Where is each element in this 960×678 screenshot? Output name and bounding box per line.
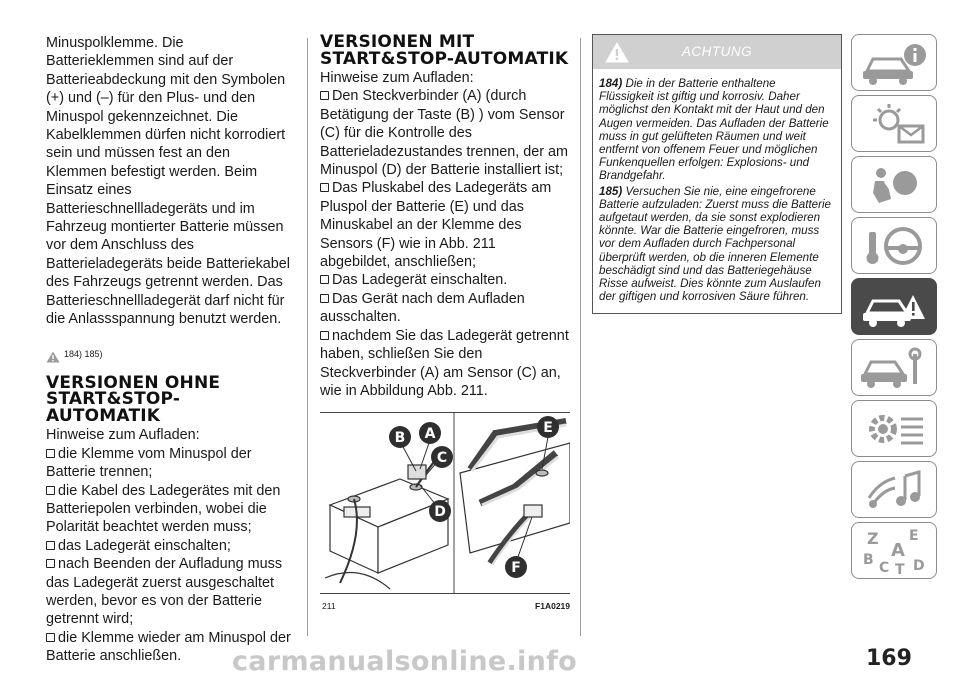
sidebar-item-multimedia[interactable] xyxy=(851,461,937,518)
alphabet-index-icon xyxy=(859,526,929,576)
warning-box-header xyxy=(593,35,841,69)
sidebar-item-maintenance[interactable] xyxy=(851,339,937,396)
airbag-icon xyxy=(859,163,929,207)
warning-triangle-icon xyxy=(46,351,60,363)
bullet-box-icon xyxy=(46,486,55,495)
column-middle xyxy=(320,34,570,616)
gear-list-icon xyxy=(859,407,929,451)
warning-text: Die in der Batterie enthaltene Flüssigkeit ist giftig und korrosiv. Daher möglichst den Kontakt mit der Haut und den Augen vermeiden. Das Aufladen der Batterie muss in gut gelüfteten Räumen und weit entfernt von offenem Feuer und möglichen Funkenquellen erfolgen: Explosions- und Brandgefahr. xyxy=(599,77,829,183)
warning-box-body xyxy=(593,69,841,313)
warning-box-title: ACHTUNG xyxy=(681,43,753,59)
car-info-icon xyxy=(859,41,929,85)
figure-label-f: F xyxy=(511,560,521,577)
warning-item xyxy=(599,185,833,304)
column-right xyxy=(592,34,842,314)
page-number: 169 xyxy=(866,646,912,671)
sidebar-item-technical-data[interactable] xyxy=(851,400,937,457)
figure-label-b: B xyxy=(394,430,406,447)
bullet-box-icon xyxy=(320,275,329,284)
index-letter: T xyxy=(895,561,905,576)
watermark: carmanualsonline.info xyxy=(232,646,578,677)
list-item: Das Ladegerät einschalten. xyxy=(320,271,570,289)
battery-illustration xyxy=(320,413,570,594)
figure-label-a: A xyxy=(424,426,436,443)
list-item: die Kabel des Ladegerätes mit den Batteriepolen verbinden, wobei die Polarität beachtet werden muss; xyxy=(46,482,281,536)
bullet-box-icon xyxy=(320,331,329,340)
intro-paragraph: Minuspolklemme. Die Batterieklemmen sind auf der Batterieabdeckung mit den Symbolen (+) und (–) für den Plus- und den Minuspol gekennzeichnet. Die Kabelklemmen dürfen nicht korrodiert sein und müssen fest an den Klemmen befestigt werden. Beim Einsatz eines Batterieschnellladegeräts und im Fahrzeug montierter Batterie müssen vor dem Anschluss des Batterieladegeräts beide Batteriekabel des Fahrzeugs getrennt werden. Das Batterieschnellladegerät darf nicht für die Anlassspannung benutzt werden. xyxy=(46,35,291,328)
sidebar-item-start[interactable] xyxy=(851,217,937,274)
section-intro-mit: Hinweise zum Aufladen: xyxy=(320,70,474,86)
column-divider xyxy=(580,38,581,636)
warning-reference-numbers: 184) 185) xyxy=(64,348,103,359)
column-divider xyxy=(307,38,308,636)
car-wrench-icon xyxy=(859,346,929,390)
warning-item xyxy=(599,77,833,183)
sidebar-item-index[interactable] xyxy=(851,522,937,579)
figure-label-d: D xyxy=(434,504,446,521)
list-item: Das Pluskabel des Ladegeräts am Pluspol der Batterie (E) und das Minuskabel an der Klemme des Sensors (F) wie in Abb. 211 abgebildet, anschließen; xyxy=(320,180,552,271)
sidebar-item-info[interactable] xyxy=(851,34,937,91)
list-item: die Klemme vom Minuspol der Batterie trennen; xyxy=(46,445,252,481)
index-letter: A xyxy=(891,539,905,561)
media-music-icon xyxy=(859,468,929,512)
bullet-box-icon xyxy=(46,559,55,568)
figure-code: F1A0219 xyxy=(535,601,570,612)
warning-text: Versuchen Sie nie, eine eingefrorene Batterie aufzuladen: Zuerst muss die Batterie aufgetaut werden, da sie sonst explodieren könnte. War die Batterie eingefroren, muss vor dem Aufladen durch Fachpersonal überprüft werden, ob die inneren Elemente beschädigt sind und das Batteriegehäuse Risse aufweist. Dies könnte zum Auslaufen der giftigen und korrosiven Säure führen. xyxy=(599,184,831,304)
list-item: die Klemme wieder am Minuspol der Batterie anschließen. xyxy=(46,629,291,665)
bullet-box-icon xyxy=(320,91,329,100)
sidebar-item-safety[interactable] xyxy=(851,156,937,213)
battery-figure xyxy=(320,412,570,594)
section-heading-ohne: VERSIONEN OHNE START&STOP-AUTOMATIK xyxy=(46,372,221,426)
list-item: nachdem Sie das Ladegerät getrennt haben, schließen Sie den Steckverbinder (A) am Sensor (C) an, wie in Abbildung Abb. 211. xyxy=(320,327,569,399)
bullet-box-icon xyxy=(320,183,329,192)
warning-number: 185) xyxy=(599,184,623,198)
index-letter: D xyxy=(913,557,925,574)
list-item: Das Gerät nach dem Aufladen ausschalten. xyxy=(320,290,525,326)
list-item: das Ladegerät einschalten; xyxy=(46,537,294,555)
warning-box xyxy=(592,34,842,314)
index-letter: E xyxy=(909,527,919,544)
figure-label-e: E xyxy=(543,420,553,437)
warning-number: 184) xyxy=(599,77,623,90)
index-letter: B xyxy=(863,551,874,568)
figure-caption xyxy=(320,594,570,615)
warning-triangle-icon xyxy=(605,42,629,63)
warning-reference xyxy=(46,345,294,363)
bullet-box-icon xyxy=(46,541,55,550)
index-letter: C xyxy=(879,559,890,576)
lights-envelope-icon xyxy=(859,102,929,146)
index-letter: Z xyxy=(867,528,879,548)
column-left xyxy=(46,34,294,666)
key-steering-icon xyxy=(859,224,929,268)
sidebar-item-emergency[interactable] xyxy=(851,278,937,335)
car-warning-icon xyxy=(859,285,929,329)
section-intro-ohne: Hinweise zum Aufladen: xyxy=(46,427,200,444)
section-heading-mit: VERSIONEN MIT START&STOP-AUTOMATIK xyxy=(320,32,569,69)
list-item: nach Beenden der Aufladung muss das Ladegerät zuerst ausgeschaltet werden, bevor es von der Batterie getrennt wird; xyxy=(46,556,283,628)
chapter-sidebar xyxy=(851,34,937,583)
figure-label-c: C xyxy=(436,450,448,467)
bullet-box-icon xyxy=(46,633,55,642)
bullet-box-icon xyxy=(320,294,329,303)
list-item: Den Steckverbinder (A) (durch Betätigung der Taste (B) ) vom Sensor (C) für die Kontrolle des Batterieladezustandes trennen, der am Minuspol (D) der Batterie installiert ist; xyxy=(320,88,568,179)
bullet-box-icon xyxy=(46,449,55,458)
sidebar-item-lights[interactable] xyxy=(851,95,937,152)
figure-number: 211 xyxy=(322,601,336,612)
